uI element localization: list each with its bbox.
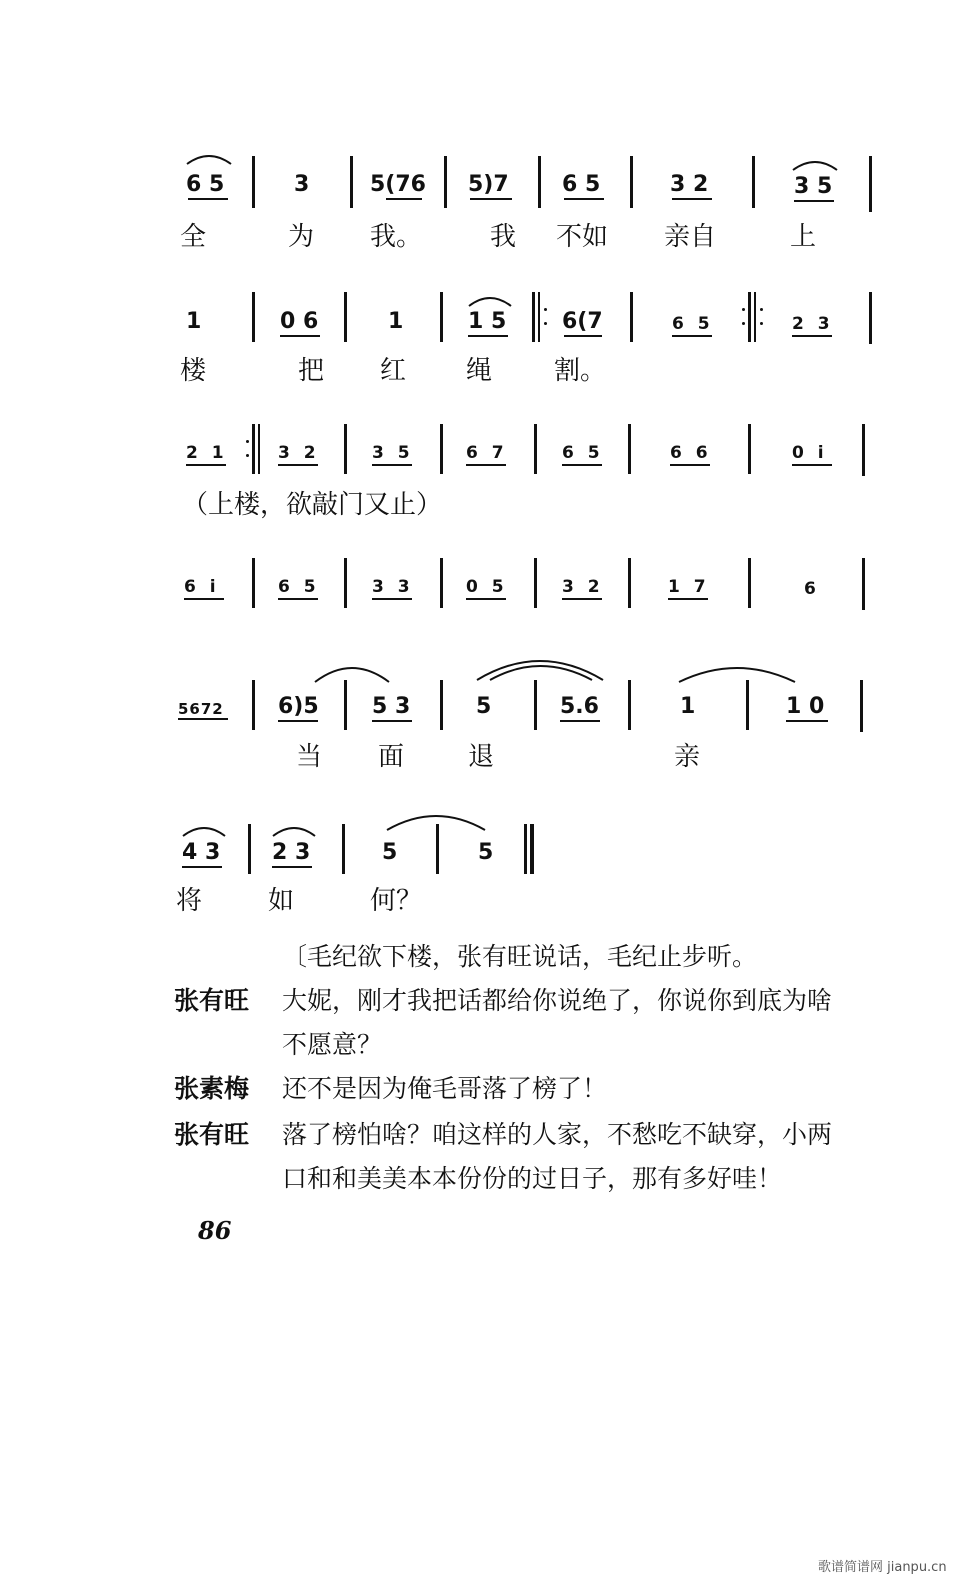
lyric: 不如 (556, 222, 609, 252)
bar-line (248, 824, 251, 874)
note-group: 0 6 (280, 309, 319, 334)
note-group: 3 (294, 172, 310, 197)
underline (562, 598, 602, 600)
lyric: 如 (268, 886, 295, 916)
note-group: 6 5 (186, 172, 225, 197)
note-group: 4 3 (182, 840, 221, 865)
underline (564, 198, 604, 200)
bar-line (869, 156, 872, 212)
note-group: 5 (478, 840, 494, 865)
final-bar-line (524, 824, 527, 874)
note-group: 6 i (184, 577, 220, 597)
underline (182, 866, 222, 868)
underline (372, 464, 412, 466)
lyric: 将 (176, 886, 203, 916)
note-group: 3 5 (372, 443, 414, 463)
underline (178, 718, 228, 720)
note-group: 6 5 (562, 172, 601, 197)
tie-arc (270, 822, 318, 838)
underline (672, 335, 712, 337)
note-group: 1 0 (786, 694, 825, 719)
underline (668, 598, 708, 600)
note-group: 6(7 (562, 309, 603, 334)
repeat-dot (742, 308, 745, 311)
bar-line (342, 824, 345, 874)
note-group: 1 (388, 309, 404, 334)
dialogue-line: 落了榜怕啥？咱这样的人家，不愁吃不缺穿，小两 (282, 1120, 833, 1149)
tie-arc (466, 292, 514, 308)
underline (468, 335, 508, 337)
note-group: 5672 (178, 700, 224, 718)
underline (670, 464, 710, 466)
bar-line (862, 424, 865, 476)
note-group: 6 (804, 579, 820, 599)
lyric: 红 (380, 356, 407, 386)
repeat-dot (544, 308, 547, 311)
bar-line (630, 156, 633, 208)
underline (188, 198, 228, 200)
note-group: 6 5 (278, 577, 320, 597)
underline (278, 720, 318, 722)
bar-line (748, 558, 751, 608)
speaker-name: 张素梅 (174, 1074, 250, 1103)
note-group: 5(76 (370, 172, 426, 197)
note-group: 5 (382, 840, 398, 865)
underline (372, 720, 412, 722)
lyric: 为 (288, 222, 315, 252)
underline (278, 598, 318, 600)
watermark: 歌谱简谱网 jianpu.cn (818, 1560, 947, 1575)
note-group: 6 7 (466, 443, 508, 463)
bar-line (628, 558, 631, 608)
note-group: 6 5 (562, 443, 604, 463)
tie-arc (676, 660, 798, 684)
underline (786, 720, 828, 722)
lyric: 割。 (554, 356, 607, 386)
bar-line (628, 424, 631, 474)
bar-line (628, 680, 631, 730)
lyric: 全 (180, 222, 207, 252)
bar-line (538, 156, 541, 208)
lyric: 我 (490, 222, 517, 252)
bar-line (630, 292, 633, 342)
lyric: 退 (468, 742, 495, 772)
underline (186, 464, 226, 466)
lyric: 亲自 (664, 222, 717, 252)
underline (466, 464, 506, 466)
bar-line (344, 292, 347, 342)
note-group: 1 7 (668, 577, 710, 597)
note-group: 2 1 (186, 443, 228, 463)
bar-line (440, 558, 443, 608)
note-group: 0 i (792, 443, 828, 463)
underline (272, 866, 312, 868)
repeat-dot (760, 308, 763, 311)
speaker-name: 张有旺 (174, 1120, 250, 1149)
underline (564, 335, 602, 337)
repeat-dot (760, 322, 763, 325)
bar-line (534, 680, 537, 730)
bar-line (862, 558, 865, 610)
bar-line (752, 156, 755, 208)
underline (470, 198, 512, 200)
dialogue-line: 不愿意？ (282, 1030, 383, 1059)
bar-line (534, 424, 537, 474)
underline (372, 598, 412, 600)
bar-line (746, 680, 749, 730)
note-group: 2 3 (272, 840, 311, 865)
repeat-dot (544, 322, 547, 325)
dialogue-line: 口和和美美本本份份的过日子，那有多好哇！ (282, 1164, 783, 1193)
underline (466, 598, 506, 600)
repeat-bar-line (258, 424, 260, 474)
tie-arc (790, 156, 840, 172)
note-group: 3 5 (794, 174, 833, 199)
note-group: 3 3 (372, 577, 414, 597)
lyric: 何？ (370, 886, 423, 916)
underline (280, 335, 320, 337)
note-group: 1 5 (468, 309, 507, 334)
lyric: 把 (298, 356, 325, 386)
lyric: 楼 (180, 356, 207, 386)
bar-line (534, 558, 537, 608)
lyric: 绳 (466, 356, 493, 386)
bar-line (344, 424, 347, 474)
underline (562, 464, 602, 466)
underline (792, 464, 832, 466)
bar-line (252, 292, 255, 342)
bar-line (532, 292, 535, 342)
note-group: 5 3 (372, 694, 411, 719)
bar-line (350, 156, 353, 208)
note-group: 1 (186, 309, 202, 334)
final-bar-line (530, 824, 534, 874)
repeat-bar-line (748, 292, 751, 342)
note-group: 0 5 (466, 577, 508, 597)
dialogue-line: 还不是因为俺毛哥落了榜了！ (282, 1074, 608, 1103)
lyric: 亲 (674, 742, 701, 772)
stage-direction: 〔毛纪欲下楼，张有旺说话，毛纪止步听。 (282, 942, 758, 971)
bar-line (860, 680, 863, 732)
underline (560, 720, 600, 722)
note-group: 1 (680, 694, 696, 719)
note-group: 6 6 (670, 443, 712, 463)
slur-arc (474, 652, 606, 682)
repeat-bar-line (754, 292, 756, 342)
bar-line (344, 680, 347, 730)
note-group: 6)5 (278, 694, 319, 719)
repeat-dot (246, 440, 249, 443)
repeat-bar-line (538, 292, 540, 342)
underline (672, 198, 712, 200)
bar-line (748, 424, 751, 474)
note-group: 3 2 (278, 443, 320, 463)
underline (386, 198, 422, 200)
bar-line (252, 156, 255, 208)
lyric: 面 (378, 742, 405, 772)
bar-line (436, 824, 439, 874)
bar-line (440, 292, 443, 342)
underline (794, 200, 834, 202)
lyric: 当 (296, 742, 323, 772)
bar-line (252, 680, 255, 730)
repeat-bar-line (252, 424, 255, 474)
bar-line (869, 292, 872, 344)
note-group: 5.6 (560, 694, 599, 719)
note-group: 5 (476, 694, 492, 719)
bar-line (444, 156, 447, 208)
tie-arc (180, 822, 228, 838)
underline (184, 598, 224, 600)
repeat-dot (742, 322, 745, 325)
bar-line (344, 558, 347, 608)
underline (792, 335, 832, 337)
note-group: 5)7 (468, 172, 509, 197)
page-number: 86 (198, 1216, 232, 1245)
dialogue-line: 大妮，刚才我把话都给你说绝了，你说你到底为啥 (282, 986, 833, 1015)
tie-arc (312, 660, 392, 684)
lyric: 上 (790, 222, 817, 252)
repeat-dot (246, 454, 249, 457)
bar-line (252, 558, 255, 608)
bar-line (440, 424, 443, 474)
speaker-name: 张有旺 (174, 986, 250, 1015)
stage-direction: （上楼，欲敲门又止） (182, 490, 443, 520)
underline (278, 464, 318, 466)
note-group: 2 3 (792, 314, 834, 334)
tie-arc (184, 150, 234, 166)
bar-line (440, 680, 443, 730)
note-group: 3 2 (670, 172, 709, 197)
note-group: 6 5 (672, 314, 714, 334)
lyric: 我。 (370, 222, 423, 252)
note-group: 3 2 (562, 577, 604, 597)
